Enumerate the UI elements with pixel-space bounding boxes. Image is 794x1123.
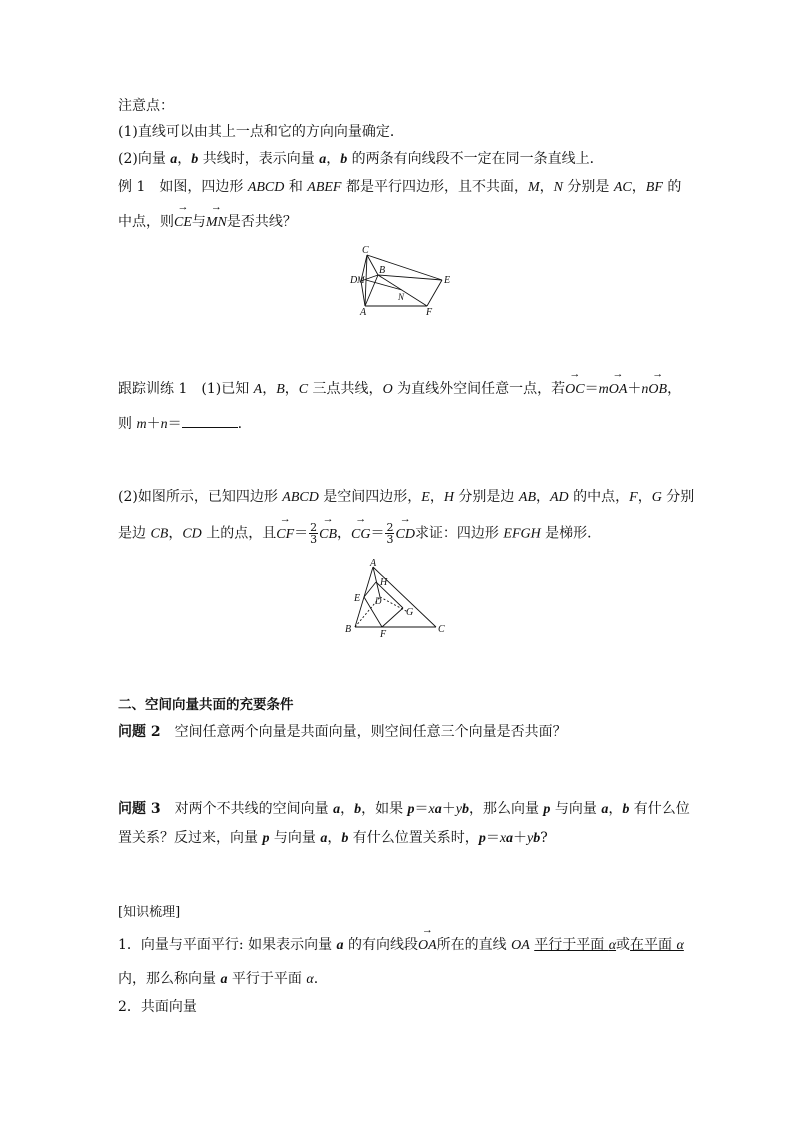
note-1: (1)直线可以由其上一点和它的方向向量确定． [118,124,404,140]
fig1-label-n: N [398,292,405,302]
training2-line1: (2)如图所示，已知四边形 ABCD 是空间四边形，E，H 分别是边 AB，AD 的中点，F，G 分别 [118,489,695,505]
fig2-label-g: G [406,607,414,618]
fraction-two-thirds-1: $\frac{2}{3}$ [310,521,318,546]
knowledge-heading: [知识梳理] [118,905,181,920]
underlined-in-plane: 在平面 α [630,937,684,953]
example1-line2: 中点，则→ CE与→ MN是否共线？ [118,212,297,233]
figure-space-quadrilateral [340,557,452,639]
question2: 问题 2 空间任意两个向量是共面向量，则空间任意三个向量是否共面？ [118,724,567,740]
training1-line1: 跟踪训练 1 (1)已知 A，B，C 三点共线，O 为直线外空间任意一点，若→ OC＝m→ OA＋n→ OB， [118,379,681,400]
fig1-label-c: C [362,245,369,256]
training1-line2: 则 m＋n＝ . [118,413,242,435]
fig1-label-e: E [444,275,451,286]
knowledge-1-line2: 内，那么称向量 a 平行于平面 α. [118,971,319,987]
training2-line2: 是边 CB，CD 上的点，且→ CF＝ $\frac{2}{3}$ → CB，→ CG＝ $\frac{2}{3}$ → CD求证：四边形 EFGH 是梯形． [118,522,601,545]
fig1-label-b: B [379,265,386,276]
fig1-label-a: A [360,307,367,318]
fig1-label-m: M [357,275,365,285]
example1-line1: 例 1 如图，四边形 ABCD 和 ABEF 都是平行四边形，且不共面，M，N 分别是 AC，BF 的 [118,179,682,195]
fig2-label-e: E [354,593,361,604]
section2-heading: 二、空间向量共面的充要条件 [118,697,294,713]
note-2: (2)向量 a，b 共线时，表示向量 a，b 的两条有向线段不一定在同一条直线上． [118,151,604,167]
notes-heading: 注意点： [118,98,174,114]
figure-parallelograms [335,243,465,318]
knowledge-2: 2．共面向量 [118,999,197,1015]
fraction-two-thirds-2: $\frac{2}{3}$ [386,521,394,546]
underlined-parallel: 平行于平面 α [534,937,617,953]
question3-line1: 问题 3 对两个不共线的空间向量 a，b，如果 p＝xa＋yb，那么向量 p 与向量 a，b 有什么位 [118,801,690,817]
fig2-label-h: H [380,577,388,588]
fig2-label-c: C [438,624,445,635]
answer-blank[interactable] [182,413,238,428]
fig1-label-d: D [350,275,358,286]
fig1-label-f: F [426,307,433,318]
question3-line2: 置关系？反过来，向量 p 与向量 a，b 有什么位置关系时，p＝xa＋yb? [118,830,548,846]
fig2-label-f: F [380,629,387,639]
fig2-label-a: A [370,558,377,569]
fig2-label-b: B [345,624,352,635]
knowledge-1-line1: 1．向量与平面平行: 如果表示向量 a 的有向线段→ OA所在的直线 OA 平行于平面 α或在平面 α [118,935,684,956]
fig2-label-d: D [375,596,382,606]
